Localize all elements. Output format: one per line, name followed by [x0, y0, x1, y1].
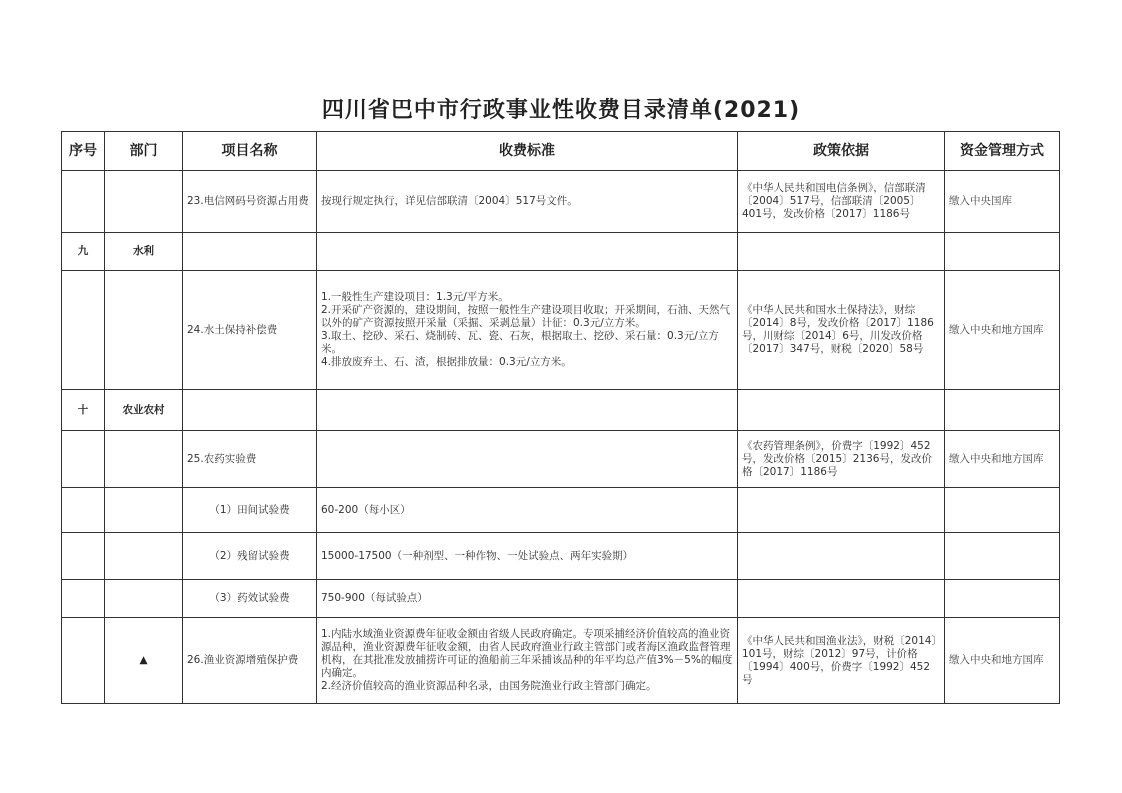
section-dept: 农业农村: [105, 390, 183, 431]
table-header-row: [62, 132, 1060, 171]
section-number: 十: [62, 390, 105, 431]
cell-dept: [105, 533, 183, 580]
section-row: [62, 233, 1060, 271]
cell-no: [62, 533, 105, 580]
cell-no: [62, 431, 105, 488]
section-dept: 水利: [105, 233, 183, 271]
cell-standard: [317, 390, 738, 431]
cell-standard: [317, 431, 738, 488]
cell-item: [183, 390, 317, 431]
cell-item: 24.水土保持补偿费: [183, 271, 317, 390]
standard-line: 2.开采矿产资源的，建设期间，按照一般性生产建设项目收取；开采期间，石油、天然气以外的矿产资源按照开采量（采掘、采剥总量）计征：0.3元/立方米。: [321, 304, 731, 329]
table-row: [62, 618, 1060, 704]
cell-standard: 60-200（每小区）: [317, 488, 738, 533]
standard-line: 2.经济价值较高的渔业资源品种名录，由国务院渔业行政主管部门确定。: [321, 680, 657, 692]
cell-item: 25.农药实验费: [183, 431, 317, 488]
standard-line: 4.排放废弃土、石、渣，根据排放量：0.3元/立方米。: [321, 356, 572, 368]
cell-item: （1）田间试验费: [183, 488, 317, 533]
cell-standard: 按现行规定执行，详见信部联清〔2004〕517号文件。: [317, 171, 738, 233]
cell-basis: [738, 533, 945, 580]
table-row: [62, 533, 1060, 580]
header-standard: 收费标准: [317, 132, 738, 171]
cell-no: [62, 488, 105, 533]
standard-line: 1.一般性生产建设项目：1.3元/平方米。: [321, 291, 509, 303]
cell-item: 23.电信网码号资源占用费: [183, 171, 317, 233]
cell-item: （2）残留试验费: [183, 533, 317, 580]
cell-basis: 《中华人民共和国水土保持法》，财综〔2014〕8号，发改价格〔2017〕1186号，川财综〔2014〕6号，川发改价格〔2017〕347号，财税〔2020〕58号: [738, 271, 945, 390]
cell-mgmt: 缴入中央和地方国库: [945, 618, 1060, 704]
cell-item: （3）药效试验费: [183, 580, 317, 618]
page-title: 四川省巴中市行政事业性收费目录清单(2021): [321, 98, 801, 123]
cell-mgmt: [945, 390, 1060, 431]
cell-basis: [738, 233, 945, 271]
cell-mgmt: 缴入中央国库: [945, 171, 1060, 233]
cell-basis: 《中华人民共和国渔业法》，财税〔2014〕101号，财综〔2012〕97号，计价格〔1994〕400号，价费字〔1992〕452号: [738, 618, 945, 704]
cell-mgmt: 缴入中央和地方国库: [945, 271, 1060, 390]
table-row: [62, 171, 1060, 233]
cell-mgmt: [945, 533, 1060, 580]
standard-line: 1.内陆水域渔业资源费年征收金额由省级人民政府确定。专项采捕经济价值较高的渔业资源品种，渔业资源费年征收金额，由省人民政府渔业行政主管部门或者海区渔政监督管理机构，在其批准发放捕捞许可证的渔船前三年采捕该品种的年平均总产值3%－5%的幅度内确定。: [321, 628, 733, 679]
cell-basis: 《中华人民共和国电信条例》，信部联清〔2004〕517号，信部联清〔2005〕401号，发改价格〔2017〕1186号: [738, 171, 945, 233]
fee-table: [61, 131, 1060, 704]
cell-basis: 《农药管理条例》，价费字〔1992〕452号，发改价格〔2015〕2136号，发改价格〔2017〕1186号: [738, 431, 945, 488]
header-basis: 政策依据: [738, 132, 945, 171]
cell-item: [183, 233, 317, 271]
header-no: 序号: [62, 132, 105, 171]
cell-dept: [105, 171, 183, 233]
cell-standard: 750-900（每试验点）: [317, 580, 738, 618]
cell-mgmt: [945, 580, 1060, 618]
cell-standard: [317, 271, 738, 390]
section-row: [62, 390, 1060, 431]
cell-dept: [105, 580, 183, 618]
cell-dept: [105, 431, 183, 488]
cell-no: [62, 618, 105, 704]
table-row: [62, 580, 1060, 618]
cell-standard: [317, 233, 738, 271]
header-dept: 部门: [105, 132, 183, 171]
cell-standard: 15000-17500（一种剂型、一种作物、一处试验点、两年实验期）: [317, 533, 738, 580]
cell-mgmt: 缴入中央和地方国库: [945, 431, 1060, 488]
table-row: [62, 271, 1060, 390]
cell-no: [62, 271, 105, 390]
cell-mgmt: [945, 233, 1060, 271]
cell-item: 26.渔业资源增殖保护费: [183, 618, 317, 704]
cell-dept: [105, 271, 183, 390]
header-item: 项目名称: [183, 132, 317, 171]
table-row: [62, 488, 1060, 533]
standard-line: 3.取土、挖砂、采石、烧制砖、瓦、瓷、石灰，根据取土、挖砂、采石量：0.3元/立方米。: [321, 330, 719, 355]
cell-basis: [738, 488, 945, 533]
cell-standard: [317, 618, 738, 704]
header-mgmt: 资金管理方式: [945, 132, 1060, 171]
cell-no: [62, 580, 105, 618]
table-row: [62, 431, 1060, 488]
marker-triangle-icon: ▲: [105, 618, 183, 704]
cell-basis: [738, 390, 945, 431]
cell-mgmt: [945, 488, 1060, 533]
cell-no: [62, 171, 105, 233]
cell-basis: [738, 580, 945, 618]
cell-dept: [105, 488, 183, 533]
section-number: 九: [62, 233, 105, 271]
